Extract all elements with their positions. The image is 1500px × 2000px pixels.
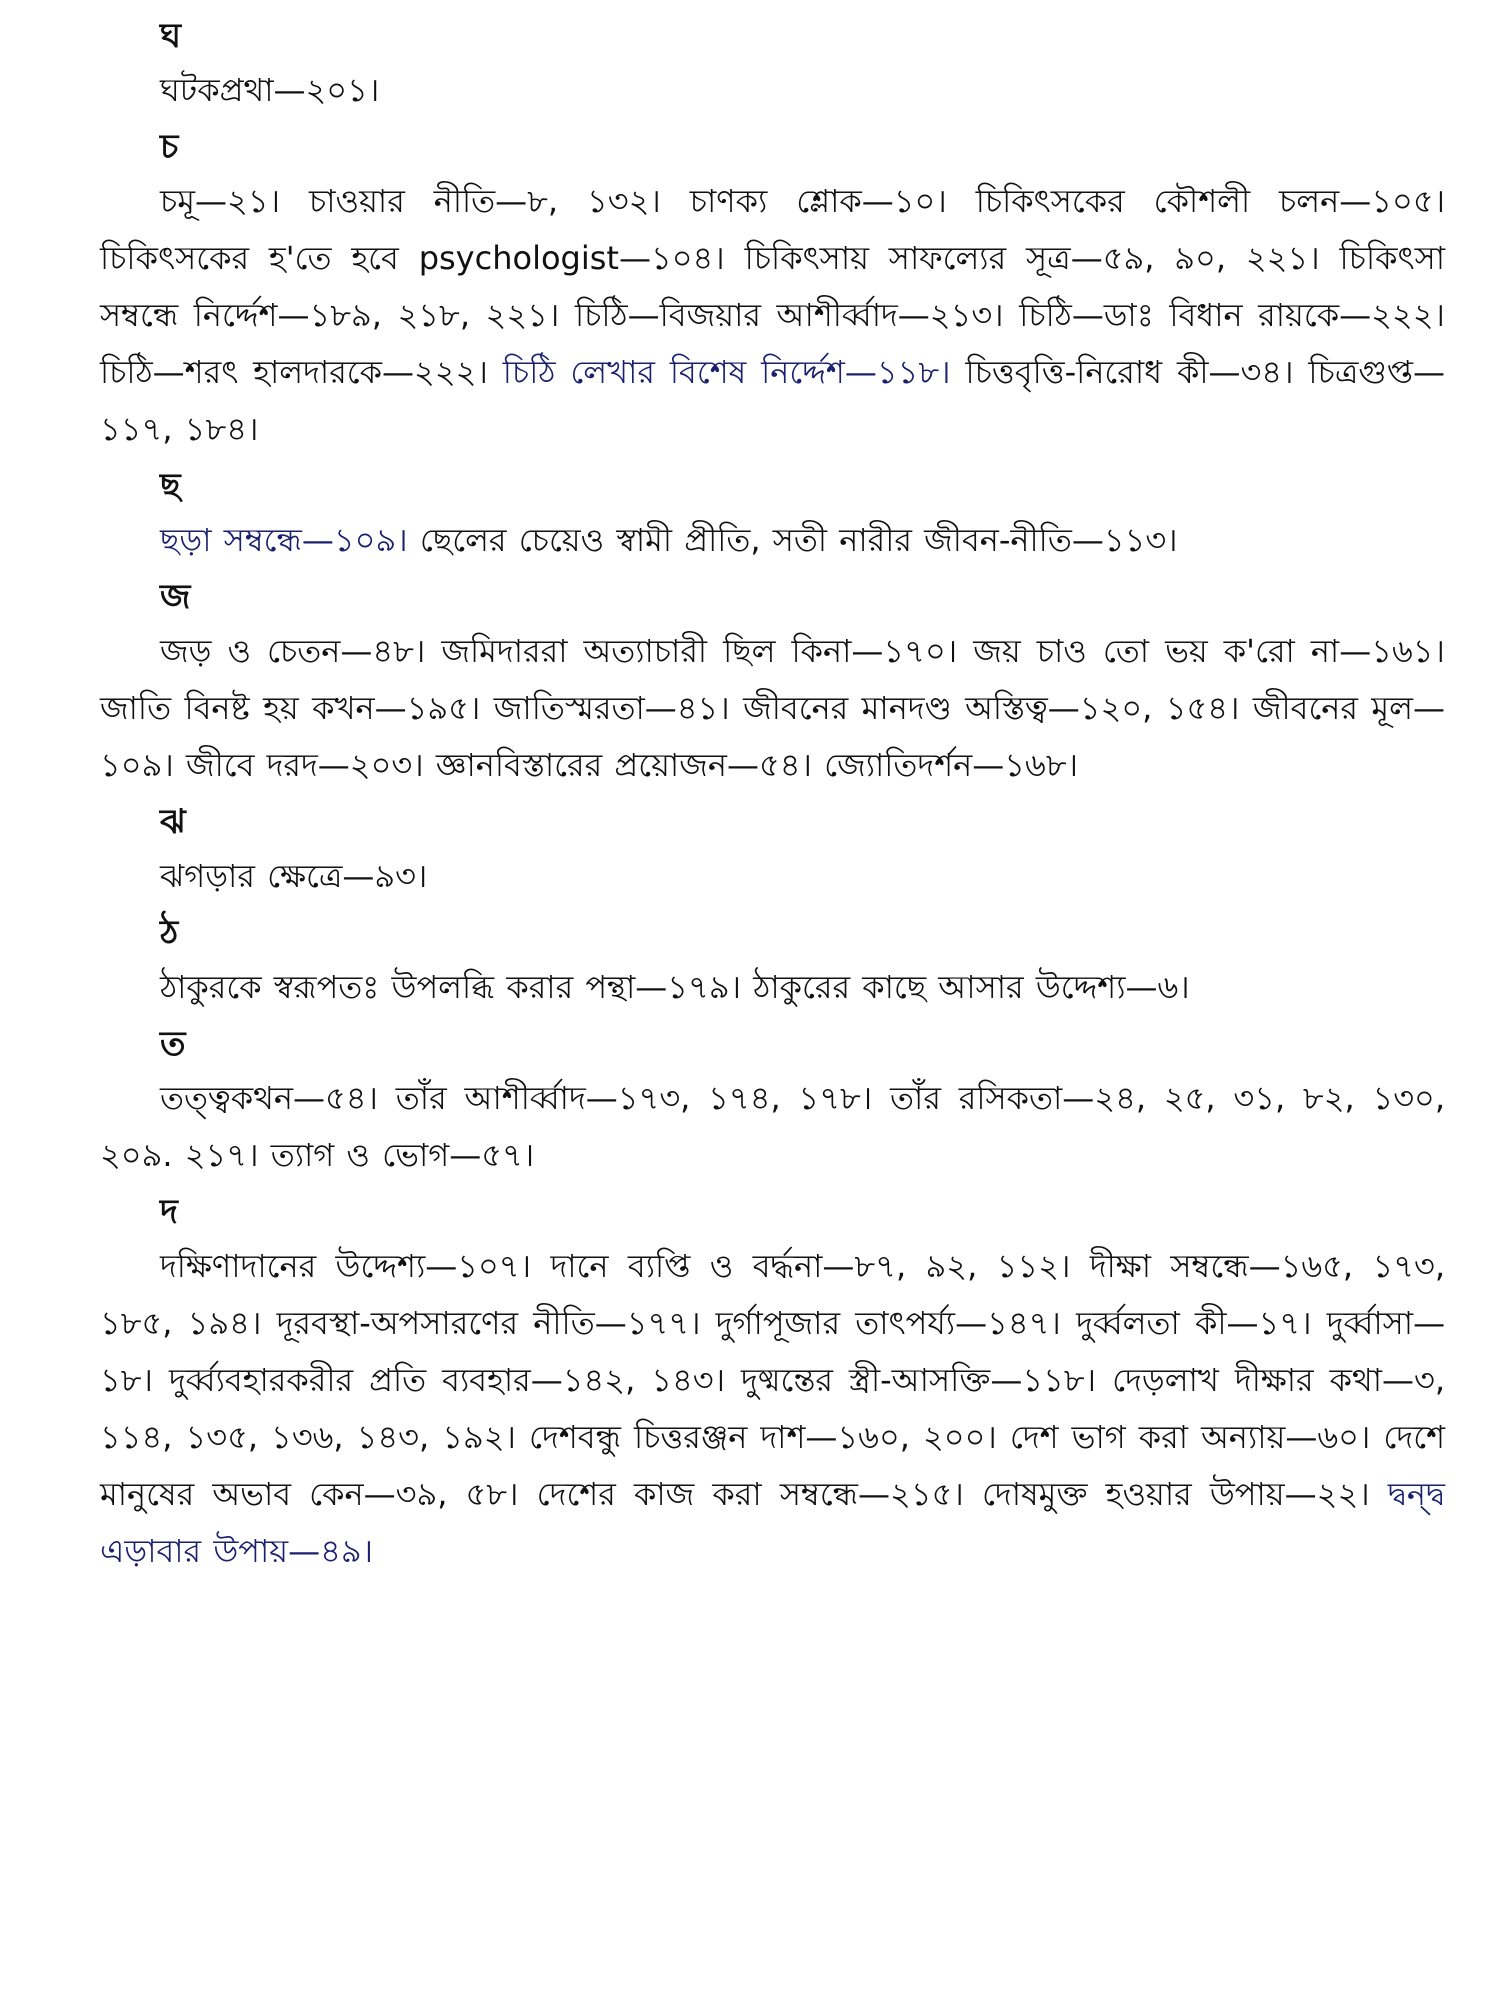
index-entry: ঠাকুরের কাছে আসার উদ্দেশ্য—৬। [753, 968, 1190, 1006]
section-entries-gha [100, 62, 1445, 119]
index-entry: দ্বন্দ্ব এড়াবার উপায়—৪৯। [100, 1475, 1445, 1570]
index-entry: ঝগড়ার ক্ষেত্রে—৯৩। [160, 857, 428, 895]
index-entry: জীবে দরদ—২০৩। [185, 746, 424, 784]
index-entry: দুর্ব্বাসা—১৮। [100, 1304, 1446, 1399]
index-entry: দুষ্মন্তের স্ত্রী-আসক্তি—১১৮। [741, 1361, 1097, 1399]
index-entry: জমিদাররা অত্যাচারী ছিল কিনা—১৭০। [441, 632, 958, 670]
index-entry: চিঠি লেখার বিশেষ নির্দ্দেশ—১১৮। [502, 353, 951, 391]
section-entries-ca [100, 173, 1445, 458]
section-entries-jha [100, 848, 1445, 905]
section-letter-jha: ঝ [160, 802, 186, 842]
index-entry: দুর্ব্ব্যবহারকরীর প্রতি ব্যবহার—১৪২, ১৪৩। [168, 1361, 726, 1399]
index-entry: জড় ও চেতন—৪৮। [160, 632, 426, 670]
section-letter-da: দ [160, 1192, 178, 1232]
index-entry: দানে ব্যপ্তি ও বর্দ্ধনা—৮৭, ৯২, ১১২। [550, 1247, 1071, 1285]
index-entry: দোষমুক্ত হওয়ার উপায়—২২। [981, 1475, 1370, 1513]
section-entries-ta [100, 1070, 1445, 1184]
index-entry: দুর্গাপূজার তাৎপর্য্য—১৪৭। [715, 1304, 1061, 1342]
section-da [100, 1186, 1445, 1580]
index-entry: দূরবস্থা-অপসারণের নীতি—১৭৭। [276, 1304, 701, 1342]
index-entry: চিত্রগুপ্ত—১১৭, ১৮৪। [100, 353, 1446, 448]
index-entry: দেড়লাখ দীক্ষার কথা—৩, ১১৪, ১৩৫, ১৩৬, ১৪৩, ১৯২। [100, 1361, 1446, 1456]
index-entry: চিত্তবৃত্তি-নিরোধ কী—৩৪। [965, 353, 1294, 391]
section-entries-ja [100, 623, 1445, 794]
index-entry: দক্ষিণাদানের উদ্দেশ্য—১০৭। [160, 1247, 532, 1285]
index-entry: জয় চাও তো ভয় ক'রো না—১৬১। [973, 632, 1445, 670]
section-letter-gha: ঘ [160, 16, 182, 56]
section-letter-cha: ছ [160, 466, 181, 506]
section-ta [100, 1018, 1445, 1184]
index-entry: জাতি বিনষ্ট হয় কখন—১৯৫। [100, 689, 481, 727]
index-entry: জীবনের মানদণ্ড অস্তিত্ব—১২০, ১৫৪। [743, 689, 1240, 727]
index-entry: জ্ঞানবিস্তারের প্রয়োজন—৫৪। [435, 746, 812, 784]
index-entry: চাণক্য শ্লোক—১০। [689, 182, 947, 220]
index-entry: ত্যাগ ও ভোগ—৫৭। [270, 1136, 535, 1174]
section-letter-ja: জ [160, 577, 191, 617]
index-entry: তত্ত্বকথন—৫৪। [160, 1079, 378, 1117]
index-content [100, 10, 1445, 1582]
index-entry: দেশবন্ধু চিত্তরঞ্জন দাশ—১৬০, ২০০। [529, 1418, 997, 1456]
section-entries-cha [100, 512, 1445, 569]
index-entry: দেশ ভাগ করা অন্যায়—৬০। [1009, 1418, 1371, 1456]
section-gha [100, 10, 1445, 119]
index-entry: দুর্ব্বলতা কী—১৭। [1076, 1304, 1312, 1342]
index-entry: চিকিৎসকের হ'তে হবে psychologist—১০৪। [100, 239, 725, 277]
index-entry: চিঠি—বিজয়ার আশীর্ব্বাদ—২১৩। [574, 296, 1004, 334]
index-entry: চিকিৎসকের কৌশলী চলন—১০৫। [975, 182, 1446, 220]
section-ja [100, 571, 1445, 794]
section-letter-ta: ত [160, 1024, 186, 1064]
index-entry: দীক্ষা সম্বন্ধে—১৬৫, ১৭৩, ১৮৫, ১৯৪। [100, 1247, 1446, 1342]
index-entry: জ্যোতিদর্শন—১৬৮। [824, 746, 1079, 784]
section-letter-ca: চ [160, 127, 179, 167]
index-entry: ছড়া সম্বন্ধে—১০৯। [160, 521, 408, 559]
index-entry: তাঁর রসিকতা—২৪, ২৫, ৩১, ৮২, ১৩০, ২০৯. ২১৭। [100, 1079, 1446, 1174]
index-entry: চাওয়ার নীতি—৮, ১৩২। [308, 182, 661, 220]
index-entry: ছেলের চেয়েও স্বামী প্রীতি, সতী নারীর জীবন-নীতি—১১৩। [419, 521, 1178, 559]
index-entry: দেশের কাজ করা সম্বন্ধে—২১৫। [536, 1475, 964, 1513]
index-entry: চিকিৎসায় সাফল্যের সূত্র—৫৯, ৯০, ২২১। [744, 239, 1320, 277]
index-entry: ঘটকপ্রথা—২০১। [160, 71, 380, 109]
section-cha [100, 460, 1445, 569]
index-entry: চমূ—২১। [160, 182, 281, 220]
section-entries-ttha [100, 959, 1445, 1016]
section-entries-da [100, 1238, 1445, 1580]
section-ca [100, 121, 1445, 458]
section-ttha [100, 907, 1445, 1016]
index-entry: দেশে মানুষের অভাব কেন—৩৯, ৫৮। [100, 1418, 1446, 1513]
index-entry: জাতিস্মরতা—৪১। [493, 689, 730, 727]
index-entry: চিঠি—ডাঃ বিধান রায়কে—২২২। [1019, 296, 1445, 334]
index-entry: জীবনের মূল—১০৯। [100, 689, 1445, 784]
index-entry: তাঁর আশীর্ব্বাদ—১৭৩, ১৭৪, ১৭৮। [395, 1079, 873, 1117]
index-entry: চিঠি—শরৎ হালদারকে—২২২। [100, 353, 488, 391]
index-entry: ঠাকুরকে স্বরূপতঃ উপলব্ধি করার পন্থা—১৭৯। [160, 968, 742, 1006]
section-letter-ttha: ঠ [160, 913, 179, 953]
index-entry: চিকিৎসা সম্বন্ধে নির্দ্দেশ—১৮৯, ২১৮, ২২১। [100, 239, 1446, 334]
section-jha [100, 796, 1445, 905]
